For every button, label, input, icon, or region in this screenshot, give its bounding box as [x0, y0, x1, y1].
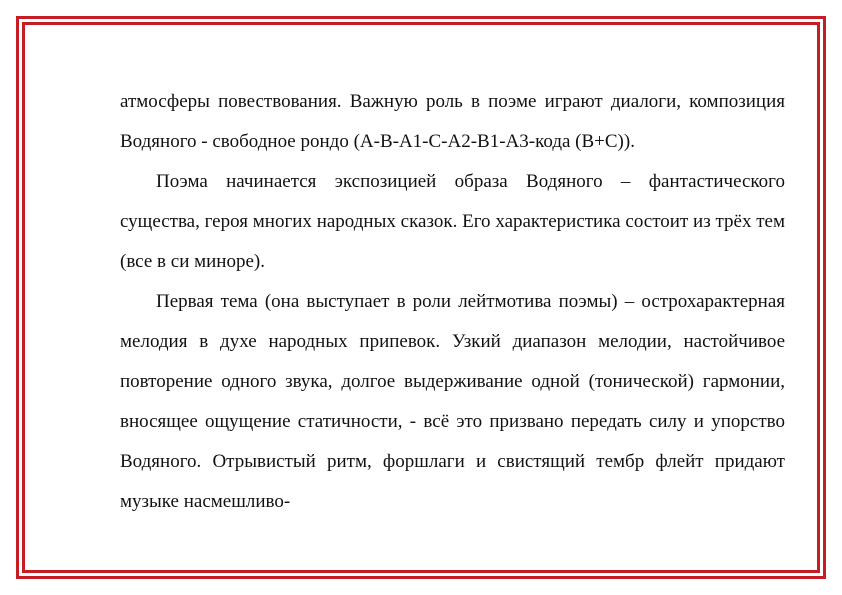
paragraph-2: Поэма начинается экспозицией образа Водяного – фантастического существа, героя многих народных сказок. Его характеристика состоит из трёх тем (все в си миноре).	[120, 171, 785, 272]
body-text	[120, 82, 785, 522]
paragraph-3: Первая тема (она выступает в роли лейтмотива поэмы) – острохарактерная мелодия в духе народных припевок. Узкий диапазон мелодии, настойчивое повторение одного звука, долгое выдерживание одной (тонической) гармонии, вносящее ощущение статичности, - всё это призвано передать силу и упорство Водяного. Отрывистый ритм, форшлаги и свистящий тембр флейт придают музыке насмешливо-	[120, 291, 785, 512]
paragraph-1: атмосферы повествования. Важную роль в поэме играют диалоги, композиция Водяного - свободное рондо (A-B-A1-C-A2-B1-A3-кода (B+C)).	[120, 91, 785, 152]
